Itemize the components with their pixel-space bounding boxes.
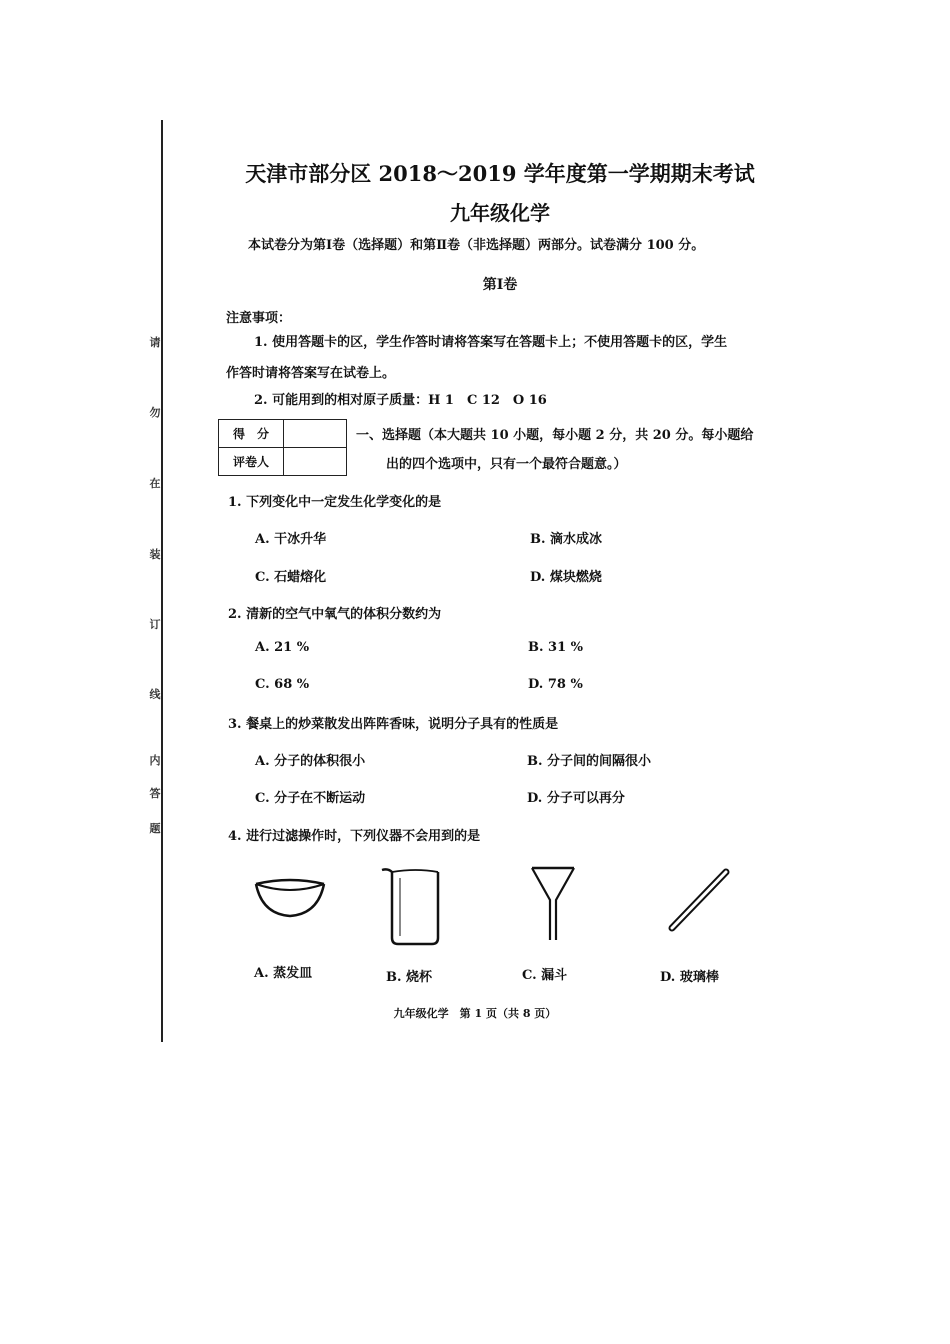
page-footer: 九年级化学 第 1 页（共 8 页）: [393, 1007, 557, 1020]
question-4-option-d: D. 玻璃棒: [660, 970, 719, 985]
question-4-option-a: A. 蒸发皿: [254, 966, 313, 981]
evaporating-dish-icon: [250, 872, 330, 922]
score-label: 得 分: [219, 420, 284, 448]
funnel-icon: [528, 862, 578, 944]
grader-cell[interactable]: [284, 448, 347, 476]
question-4-stem: 4. 进行过滤操作时，下列仪器不会用到的是: [228, 829, 481, 844]
notice-item-1-cont: 作答时请将答案写在试卷上。: [226, 366, 396, 381]
question-3-option-d: D. 分子可以再分: [527, 791, 625, 806]
grader-label: 评卷人: [219, 448, 284, 476]
question-4-option-c: C. 漏斗: [522, 968, 568, 983]
binding-note-char: 订: [149, 618, 161, 631]
question-2-option-a: A. 21 %: [255, 640, 310, 655]
binding-line: [161, 120, 163, 1042]
score-table: [218, 419, 347, 476]
question-1-option-a: A. 干冰升华: [255, 532, 327, 547]
exam-intro: 本试卷分为第Ⅰ卷（选择题）和第Ⅱ卷（非选择题）两部分。试卷满分 100 分。: [248, 238, 705, 253]
binding-note-char: 勿: [149, 406, 161, 419]
volume-heading: 第Ⅰ卷: [482, 277, 518, 293]
binding-note-char: 答: [149, 787, 161, 800]
question-3-option-b: B. 分子间的间隔很小: [527, 754, 652, 769]
question-2-option-b: B. 31 %: [528, 640, 584, 655]
notice-item-1: 1. 使用答题卡的区，学生作答时请将答案写在答题卡上；不使用答题卡的区，学生: [254, 335, 728, 350]
notice-heading: 注意事项：: [226, 311, 292, 326]
question-4-option-b: B. 烧杯: [386, 970, 433, 985]
glass-rod-icon: [666, 866, 734, 934]
binding-note-char: 装: [149, 548, 161, 561]
binding-note-char: 内: [149, 754, 161, 767]
question-2-option-d: D. 78 %: [528, 677, 583, 692]
notice-item-2: 2. 可能用到的相对原子质量：H 1 C 12 O 16: [254, 393, 547, 408]
section-heading-cont: 出的四个选项中，只有一个最符合题意。）: [386, 457, 627, 472]
binding-note-char: 线: [149, 688, 161, 701]
binding-note-char: 请: [149, 336, 161, 349]
question-1-option-c: C. 石蜡熔化: [255, 570, 327, 585]
question-2-option-c: C. 68 %: [255, 677, 310, 692]
score-cell[interactable]: [284, 420, 347, 448]
binding-note-char: 在: [149, 477, 161, 490]
question-1-option-d: D. 煤块燃烧: [530, 570, 602, 585]
question-3-option-c: C. 分子在不断运动: [255, 791, 366, 806]
binding-note-char: 题: [149, 822, 161, 835]
question-2-stem: 2. 清新的空气中氧气的体积分数约为: [228, 607, 442, 622]
question-3-stem: 3. 餐桌上的炒菜散发出阵阵香味，说明分子具有的性质是: [228, 717, 559, 732]
question-1-stem: 1. 下列变化中一定发生化学变化的是: [228, 495, 442, 510]
exam-subtitle: 九年级化学: [450, 201, 550, 225]
beaker-icon: [378, 864, 444, 948]
question-3-option-a: A. 分子的体积很小: [255, 754, 366, 769]
question-1-option-b: B. 滴水成冰: [530, 532, 603, 547]
exam-title: 天津市部分区 2018～2019 学年度第一学期期末考试: [245, 161, 755, 186]
section-heading: 一、选择题（本大题共 10 小题，每小题 2 分，共 20 分。每小题给: [356, 428, 754, 443]
